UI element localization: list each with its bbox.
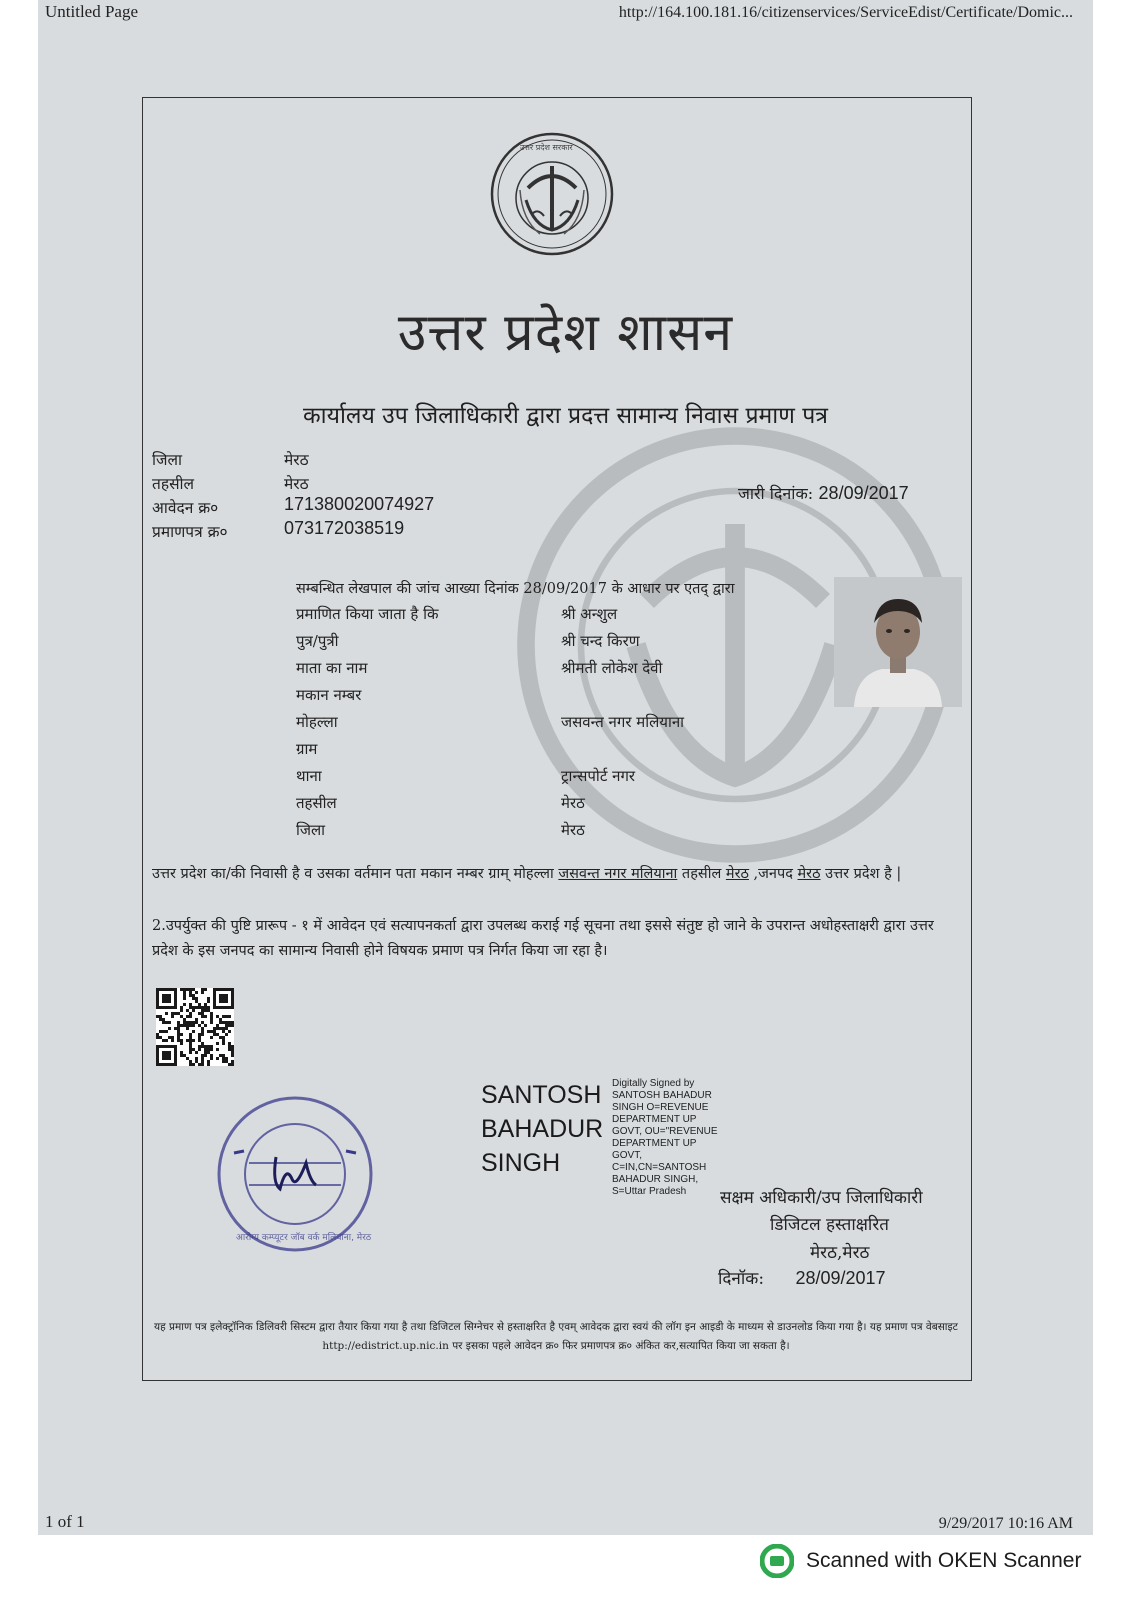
stamp-text: आरोग्य कम्प्यूटर जॉब वर्क मलियाना, मेरठ: [236, 1233, 372, 1243]
district-label: जिला: [152, 451, 183, 469]
scanner-badge-text: Scanned with OKEN Scanner: [806, 1549, 1082, 1572]
field-label: माता का नाम: [296, 659, 368, 677]
tehsil-label: तहसील: [152, 475, 195, 493]
signature-date-label: दिनॉक:: [718, 1269, 765, 1289]
browser-page-count: 1 of 1: [45, 1512, 85, 1531]
officer-title: सक्षम अधिकारी/उप जिलाधिकारी: [720, 1188, 923, 1208]
issue-date-value: 28/09/2017: [818, 483, 909, 503]
signature-date-value: 28/09/2017: [795, 1268, 886, 1288]
field-label: मोहल्ला: [296, 713, 338, 731]
signatory-name: [481, 1078, 603, 1180]
application-label: आवेदन क्र०: [152, 499, 219, 517]
field-label: तहसील: [296, 794, 337, 812]
field-value-parent: श्री चन्द किरण: [561, 632, 640, 650]
qr-code-icon: [156, 988, 234, 1066]
signatory-name-line: SANTOSH: [481, 1081, 602, 1109]
para-text: तहसील: [677, 866, 726, 882]
residence-paragraph: [152, 862, 960, 887]
field-label: जिला: [296, 821, 326, 839]
scanner-badge: [760, 1544, 1081, 1578]
field-value-district: मेरठ: [561, 821, 585, 839]
signatory-name-line: SINGH: [481, 1149, 561, 1177]
field-label: ग्राम: [296, 740, 318, 758]
para-district: मेरठ: [797, 866, 821, 882]
application-number: 171380020074927: [284, 494, 435, 514]
field-value-tehsil: मेरठ: [561, 794, 585, 812]
district-value: मेरठ: [284, 451, 309, 469]
para-text: उत्तर प्रदेश का/की निवासी है व उसका वर्तमान पता मकान नम्बर ग्राम् मोहल्ला: [152, 866, 559, 882]
para-text: ,जनपद: [748, 866, 798, 882]
issue-date: [738, 482, 909, 504]
para-mohalla: जसवन्त नगर मलियाना: [558, 866, 678, 882]
browser-url: http://164.100.181.16/citizenservices/ServiceEdist/Certificate/Domic...: [618, 4, 1073, 21]
browser-page-title: Untitled Page: [45, 2, 139, 21]
field-label: प्रमाणित किया जाता है कि: [296, 605, 439, 623]
field-value-mohalla: जसवन्त नगर मलियाना: [561, 713, 685, 731]
verification-note: यह प्रमाण पत्र इलेक्ट्रॉनिक डिलिवरी सिस्टम द्वारा तैयार किया गया है तथा डिजिटल सिग्नेचर से हस्ताक्षरित है एवम् आवेदक द्वारा स्वयं की लॉग इन आइडी के माध्यम से डाउनलोड किया गया है। यह प्रमाण पत्र वेबसाइट http://edistrict.up.nic.in पर इसका पहले आवेदन क्र० फिर प्रमाणपत्र क्र० अंकित कर,सत्यापित किया जा सकता है।: [154, 1321, 958, 1352]
field-label: थाना: [296, 767, 322, 785]
emblem-text: उत्तर प्रदेश सरकार: [520, 143, 573, 152]
digital-signature-detail: Digitally Signed by SANTOSH BAHADUR SINGH O=REVENUE DEPARTMENT UP GOVT, OU="REVENUE DEPARTMENT UP GOVT, C=IN,CN=SANTOSH BAHADUR SINGH, S=Uttar Pradesh: [612, 1078, 718, 1197]
certificate-number: 073172038519: [284, 518, 405, 538]
verification-intro: सम्बन्धित लेखपाल की जांच आख्या दिनांक 28/09/2017 के आधार पर एतद् द्वारा: [296, 581, 735, 597]
office-location: मेरठ,मेरठ: [810, 1243, 870, 1263]
field-label: मकान नम्बर: [296, 686, 362, 704]
para-tehsil: मेरठ: [725, 866, 749, 882]
signature-date: [718, 1266, 886, 1289]
browser-print-timestamp: 9/29/2017 10:16 AM: [938, 1515, 1073, 1532]
confirmation-paragraph: 2.उपर्युक्त की पुष्टि प्रारूप - १ में आवेदन एवं सत्यापनकर्ता द्वारा उपलब्ध कराई गई सूचना तथा इससे संतुष्ट हो जाने के उपरान्त अधोहस्ताक्षरी द्वारा उत्तर प्रदेश के इस जनपद का सामान्य निवासी होने विषयक प्रमाण पत्र निर्गत किया जा रहा है।: [152, 918, 934, 959]
applicant-photo: [834, 577, 962, 707]
scanner-logo-icon: [760, 1544, 794, 1578]
field-value-name: श्री अन्शुल: [561, 605, 618, 623]
certificate-title: उत्तर प्रदेश शासन: [397, 303, 734, 363]
certificate-subtitle: कार्यालय उप जिलाधिकारी द्वारा प्रदत्त सामान्य निवास प्रमाण पत्र: [303, 403, 828, 429]
para-text: उत्तर प्रदेश है |: [820, 866, 902, 882]
digitally-signed-label: डिजिटल हस्ताक्षरित: [770, 1215, 889, 1235]
field-value-mother: श्रीमती लोकेश देवी: [561, 659, 663, 677]
tehsil-value: मेरठ: [284, 475, 309, 493]
certificate-number-label: प्रमाणपत्र क्र०: [152, 523, 228, 541]
field-value-police-station: ट्रान्सपोर्ट नगर: [561, 767, 636, 785]
issue-date-label: जारी दिनांक:: [738, 484, 814, 503]
signatory-name-line: BAHADUR: [481, 1115, 604, 1143]
field-label: पुत्र/पुत्री: [296, 632, 339, 650]
